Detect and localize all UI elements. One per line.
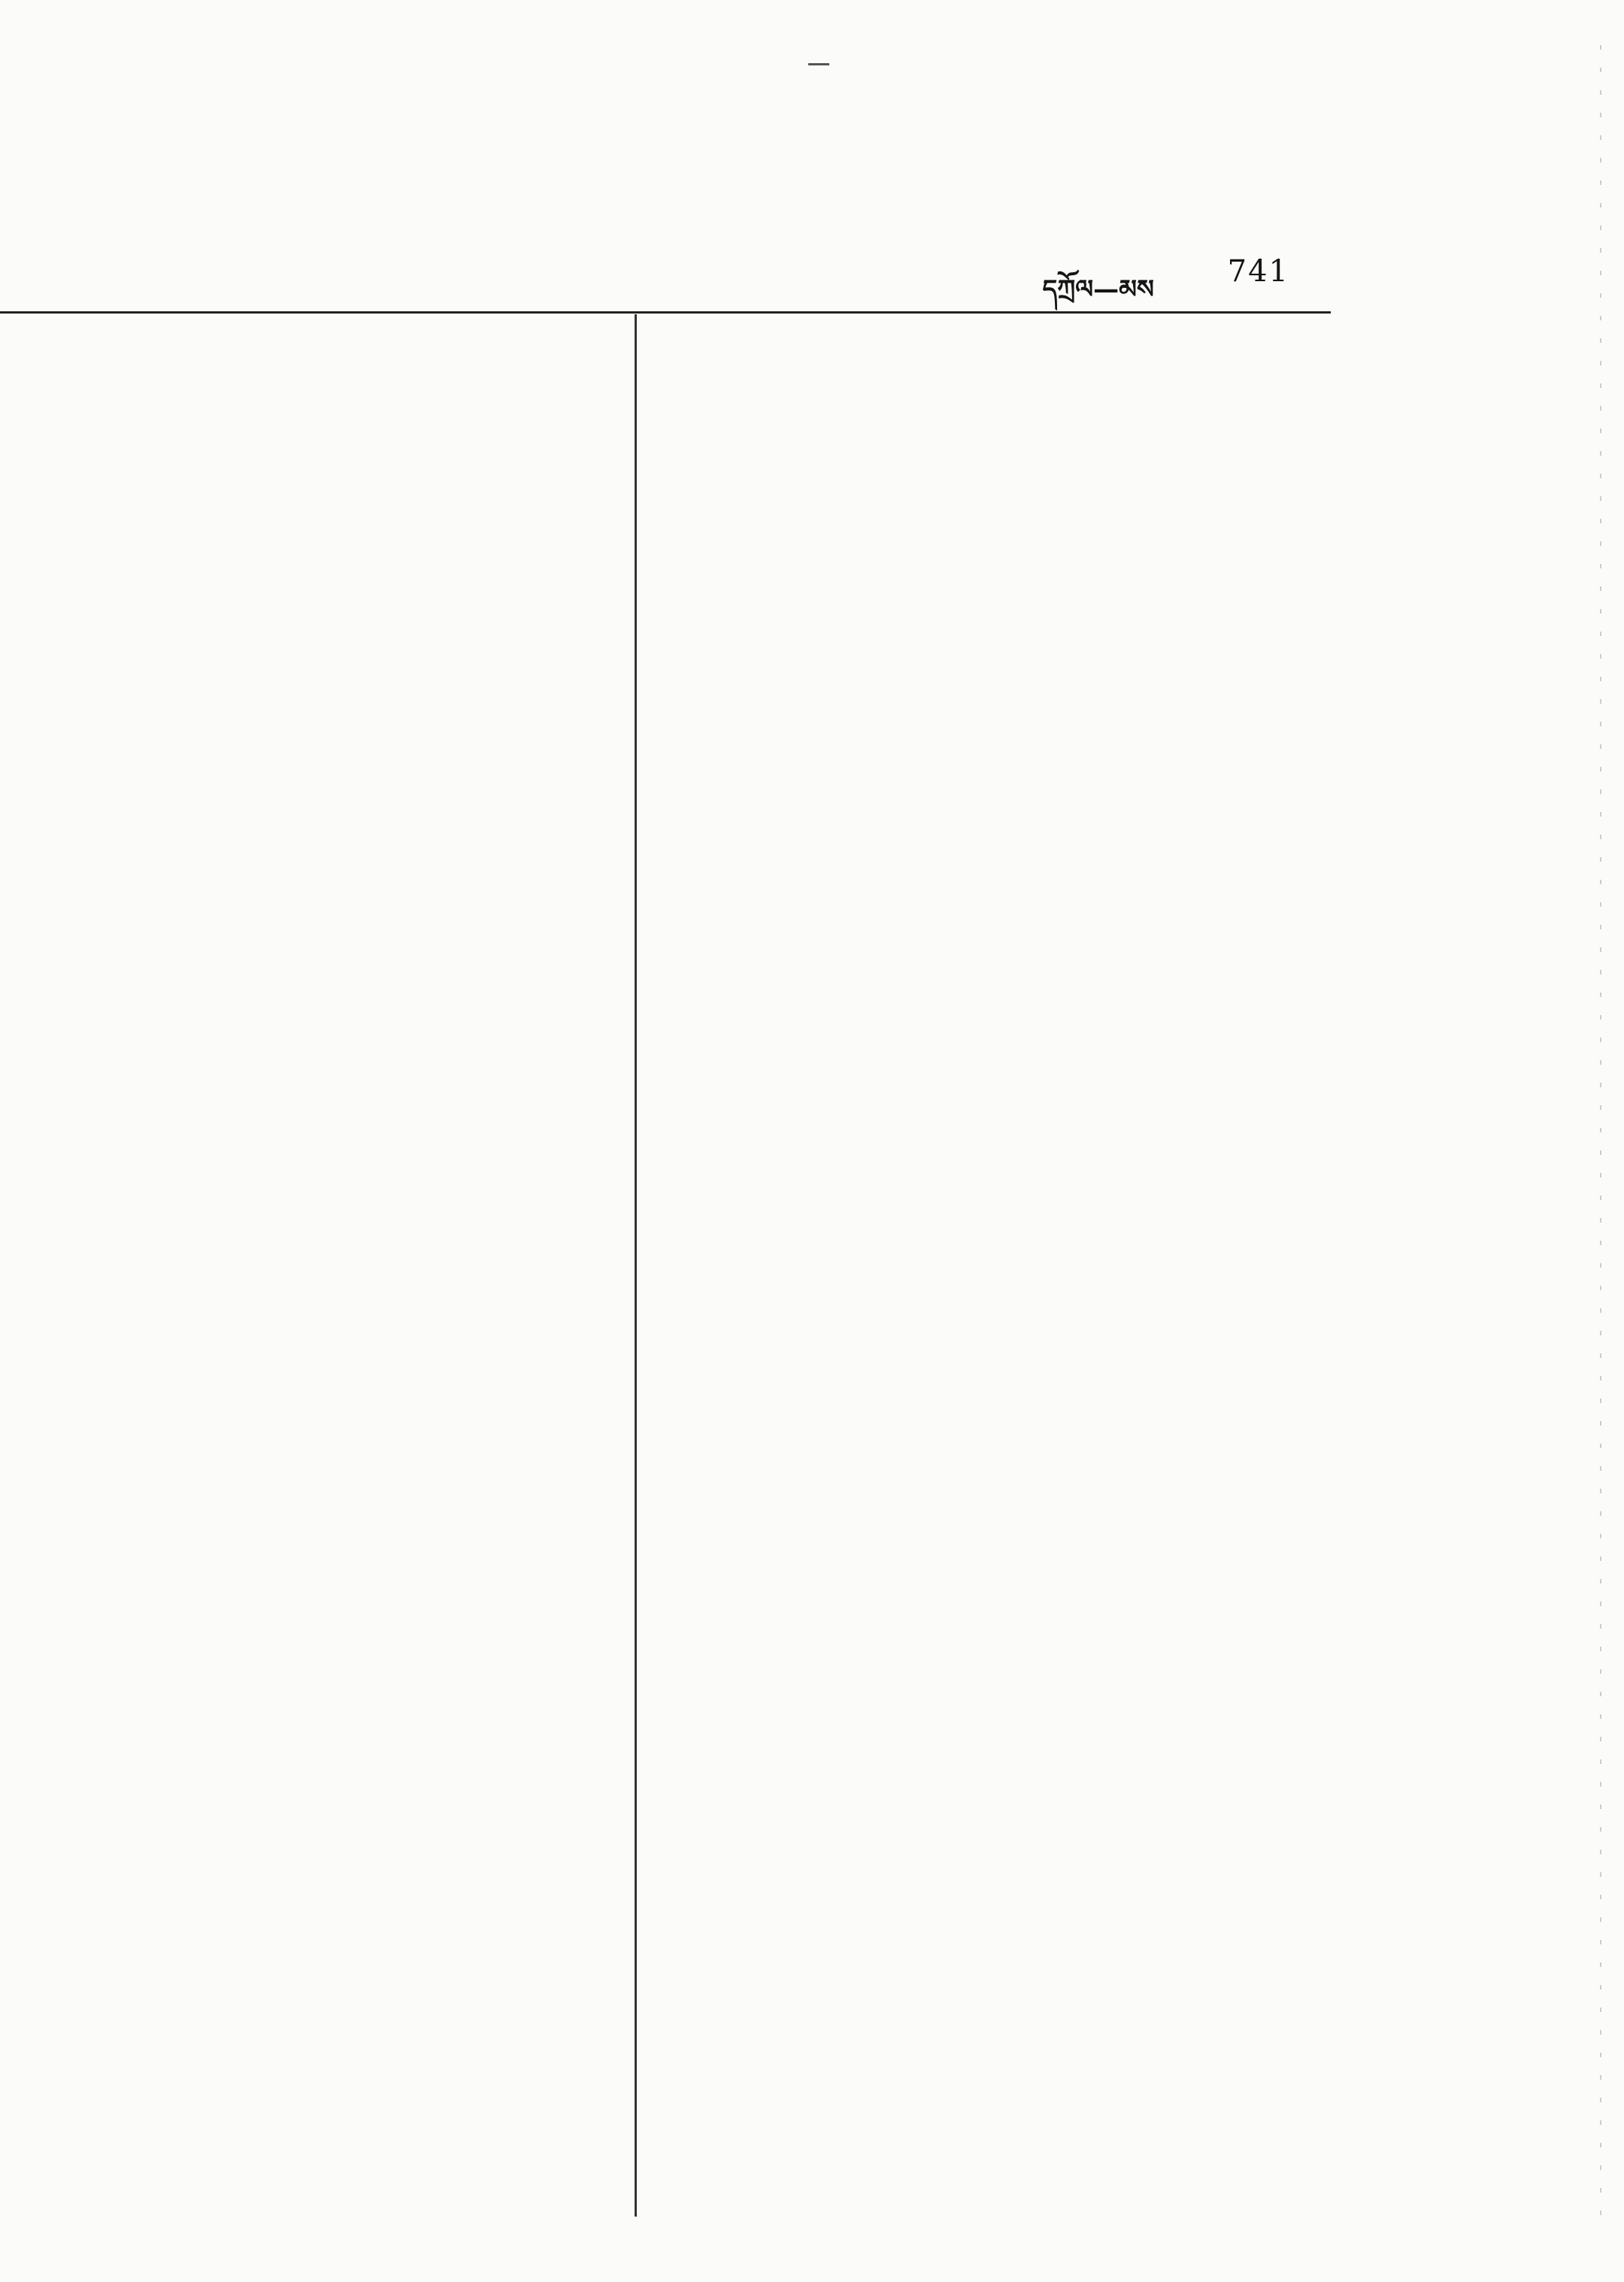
top-dash-mark: [808, 63, 829, 65]
scan-edge-noise: [1600, 45, 1601, 2226]
tibetan-running-head: དཀྲོལ—མས: [1042, 274, 1154, 305]
header-rule: [0, 311, 1331, 314]
column-divider: [635, 314, 637, 2217]
page-number: 741: [1227, 254, 1289, 289]
running-header: [0, 248, 1331, 308]
